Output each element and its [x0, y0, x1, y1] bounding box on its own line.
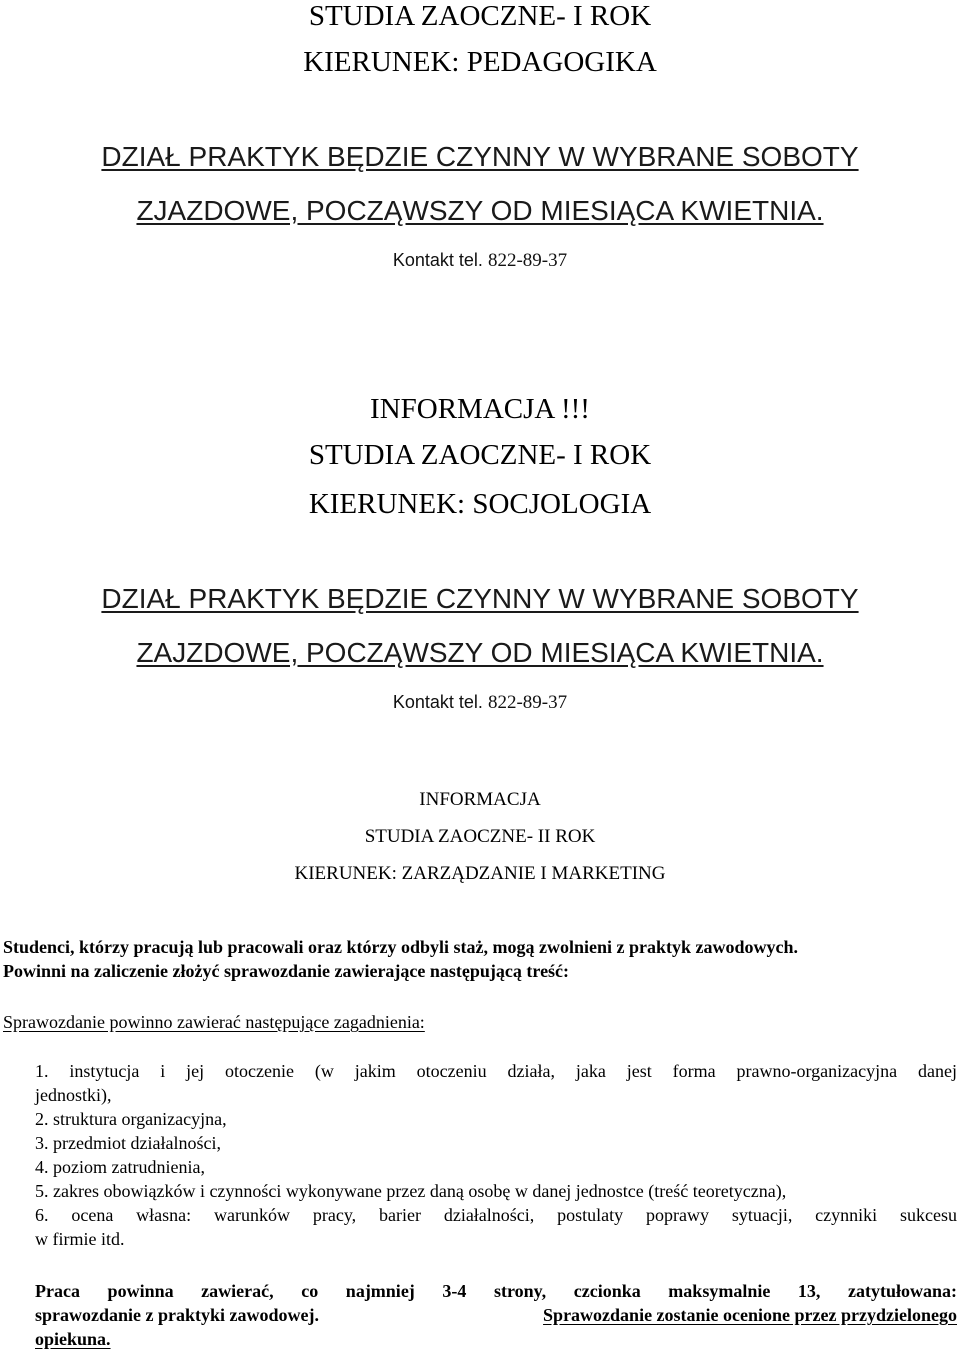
list-item: 3. przedmiot działalności, [35, 1133, 221, 1153]
block2-notice-line2: ZAJZDOWE, POCZĄWSZY OD MIESIĄCA KWIETNIA. [136, 637, 824, 668]
block1-contact-label: Kontakt tel. [392, 250, 483, 270]
block2-contact-number: 822-89-37 [487, 692, 568, 713]
list-item: 1. instytucja i jej otoczenie (w jakim otoczeniu działa, jaka jest forma prawno-organizacyjna danej [35, 1061, 957, 1081]
closing-paragraph [35, 1279, 957, 1351]
block3-study-mode: STUDIA ZAOCZNE- II ROK [364, 826, 596, 847]
block1-contact-number: 822-89-37 [487, 250, 568, 271]
list-item: 5. zakres obowiązków i czynności wykonywane przez daną osobę w danej jednostce (treść teoretyczna), [35, 1181, 787, 1201]
closing-line-3: opiekuna. [35, 1329, 111, 1349]
report-topics-heading: Sprawozdanie powinno zawierać następujące zagadnienia: [3, 1012, 425, 1032]
block2-heading: INFORMACJA !!! [370, 393, 590, 425]
block1-notice-line1: DZIAŁ PRAKTYK BĘDZIE CZYNNY W WYBRANE SOBOTY [101, 141, 859, 172]
list-item: w firmie itd. [35, 1229, 125, 1249]
block1-notice-line2: ZJAZDOWE, POCZĄWSZY OD MIESIĄCA KWIETNIA. [136, 195, 824, 226]
report-requirement-paragraph: Powinni na zaliczenie złożyć sprawozdanie zawierające następującą treść: [3, 961, 570, 981]
block1-study-mode: STUDIA ZAOCZNE- I ROK [308, 0, 652, 32]
block3-heading: INFORMACJA [419, 789, 541, 810]
block2-contact [0, 693, 960, 712]
list-item: jednostki), [35, 1085, 112, 1105]
closing-line-2b: Sprawozdanie zostanie ocenione przez przydzielonego [543, 1305, 957, 1325]
closing-line-1: Praca powinna zawierać, co najmniej 3-4 strony, czcionka maksymalnie 13, zatytułowana: [35, 1281, 957, 1301]
block2-study-mode: STUDIA ZAOCZNE- I ROK [308, 439, 652, 471]
block2-notice-line1: DZIAŁ PRAKTYK BĘDZIE CZYNNY W WYBRANE SOBOTY [101, 583, 859, 614]
report-topics-list [35, 1059, 957, 1251]
block1-major: KIERUNEK: PEDAGOGIKA [303, 46, 657, 78]
block1-contact [0, 251, 960, 270]
block2-contact-label: Kontakt tel. [392, 692, 483, 712]
block2-major: KIERUNEK: SOCJOLOGIA [308, 488, 652, 520]
exemption-paragraph: Studenci, którzy pracują lub pracowali oraz którzy odbyli staż, mogą zwolnieni z praktyk zawodowych. [3, 937, 798, 957]
block3-major: KIERUNEK: ZARZĄDZANIE I MARKETING [294, 863, 666, 884]
list-item: 2. struktura organizacyjna, [35, 1109, 227, 1129]
list-item: 4. poziom zatrudnienia, [35, 1157, 205, 1177]
list-item: 6. ocena własna: warunków pracy, barier działalności, postulaty poprawy sytuacji, czynniki sukcesu [35, 1205, 957, 1225]
closing-line-2a: sprawozdanie z praktyki zawodowej. [35, 1305, 319, 1325]
closing-line-2 [35, 1303, 957, 1327]
